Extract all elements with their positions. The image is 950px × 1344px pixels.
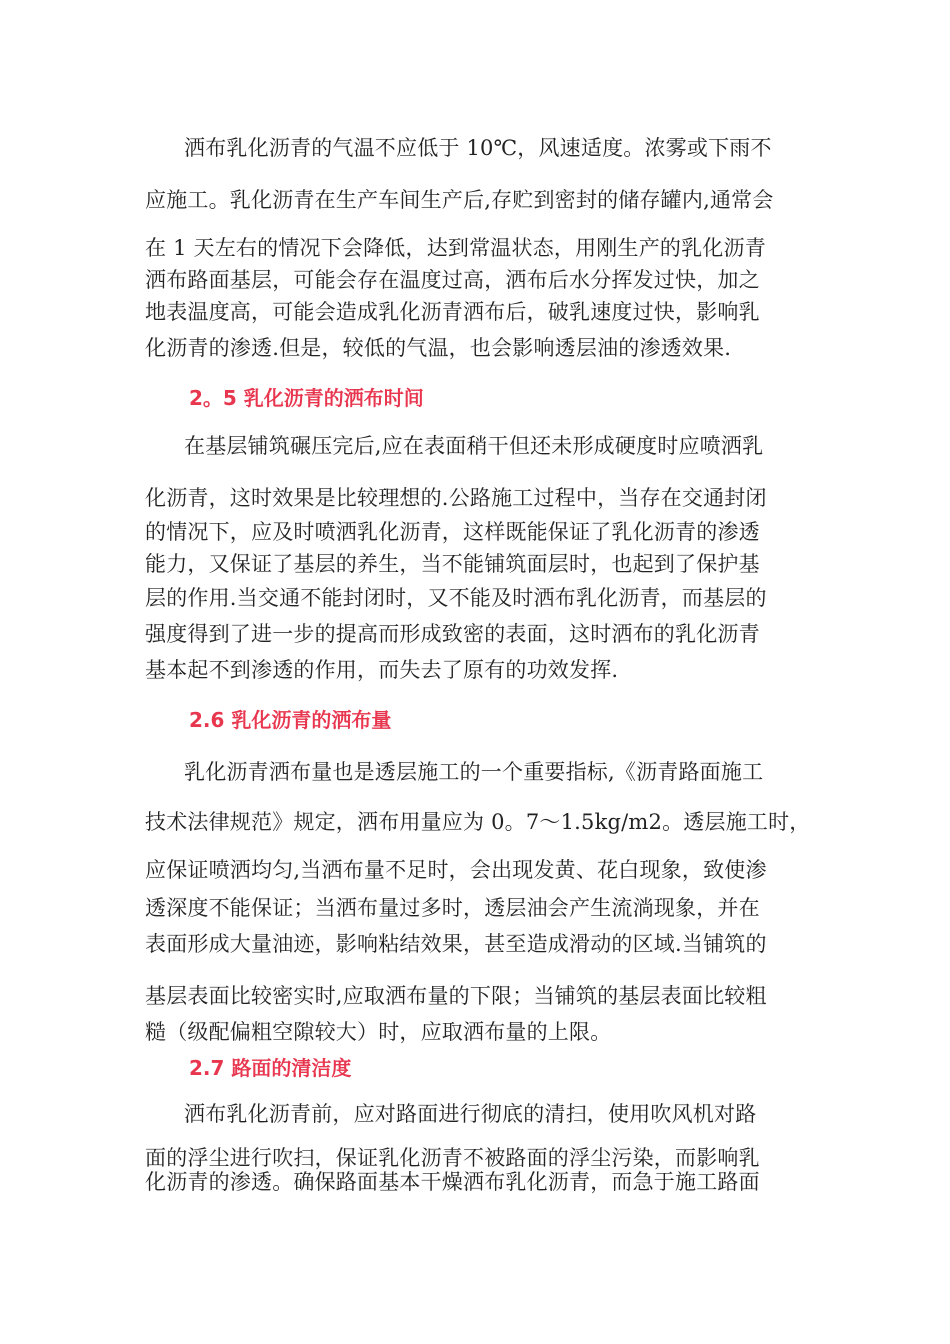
paragraph-line: 洒布乳化沥青的气温不应低于 10℃，风速适度。浓雾或下雨不 [184, 136, 772, 160]
paragraph-line: 的情况下，应及时喷洒乳化沥青，这样既能保证了乳化沥青的渗透 [145, 520, 760, 544]
paragraph-line: 地表温度高，可能会造成乳化沥青洒布后，破乳速度过快，影响乳 [145, 300, 760, 324]
paragraph-line: 基本起不到渗透的作用，而失去了原有的功效发挥. [145, 658, 619, 682]
section-heading: 2。5 乳化沥青的洒布时间 [189, 386, 424, 410]
section-heading: 2.7 路面的清洁度 [189, 1056, 352, 1080]
paragraph-line: 层的作用.当交通不能封闭时，又不能及时洒布乳化沥青，而基层的 [145, 586, 767, 610]
paragraph-line: 强度得到了进一步的提高而形成致密的表面，这时洒布的乳化沥青 [145, 622, 760, 646]
paragraph-line: 糙（级配偏粗空隙较大）时，应取洒布量的上限。 [145, 1020, 612, 1044]
paragraph-line: 在基层铺筑碾压完后,应在表面稍干但还未形成硬度时应喷洒乳 [184, 434, 764, 458]
paragraph-line: 应施工。乳化沥青在生产车间生产后,存贮到密封的储存罐内,通常会 [145, 188, 774, 212]
paragraph-line: 技术法律规范》规定，洒布用量应为 0。7～1.5kg/m2。透层施工时， [145, 810, 811, 834]
paragraph-line: 表面形成大量油迹，影响粘结效果，甚至造成滑动的区域.当铺筑的 [145, 932, 767, 956]
paragraph-line: 基层表面比较密实时,应取洒布量的下限；当铺筑的基层表面比较粗 [145, 984, 767, 1008]
paragraph-line: 面的浮尘进行吹扫，保证乳化沥青不被路面的浮尘污染，而影响乳 [145, 1146, 760, 1170]
paragraph-line: 洒布乳化沥青前，应对路面进行彻底的清扫，使用吹风机对路 [184, 1102, 757, 1126]
paragraph-line: 乳化沥青洒布量也是透层施工的一个重要指标,《沥青路面施工 [184, 760, 764, 784]
section-heading: 2.6 乳化沥青的洒布量 [189, 708, 392, 732]
paragraph-line: 透深度不能保证；当洒布量过多时，透层油会产生流淌现象，并在 [145, 896, 760, 920]
paragraph-line: 化沥青的渗透。确保路面基本干燥洒布乳化沥青，而急于施工路面 [145, 1170, 760, 1194]
paragraph-line: 在 1 天左右的情况下会降低，达到常温状态，用刚生产的乳化沥青 [145, 236, 766, 260]
paragraph-line: 能力，又保证了基层的养生，当不能铺筑面层时，也起到了保护基 [145, 552, 760, 576]
paragraph-line: 应保证喷洒均匀,当洒布量不足时，会出现发黄、花白现象，致使渗 [145, 858, 767, 882]
paragraph-line: 洒布路面基层，可能会存在温度过高，洒布后水分挥发过快，加之 [145, 268, 760, 292]
paragraph-line: 化沥青，这时效果是比较理想的.公路施工过程中，当存在交通封闭 [145, 486, 767, 510]
paragraph-line: 化沥青的渗透.但是，较低的气温，也会影响透层油的渗透效果. [145, 336, 732, 360]
